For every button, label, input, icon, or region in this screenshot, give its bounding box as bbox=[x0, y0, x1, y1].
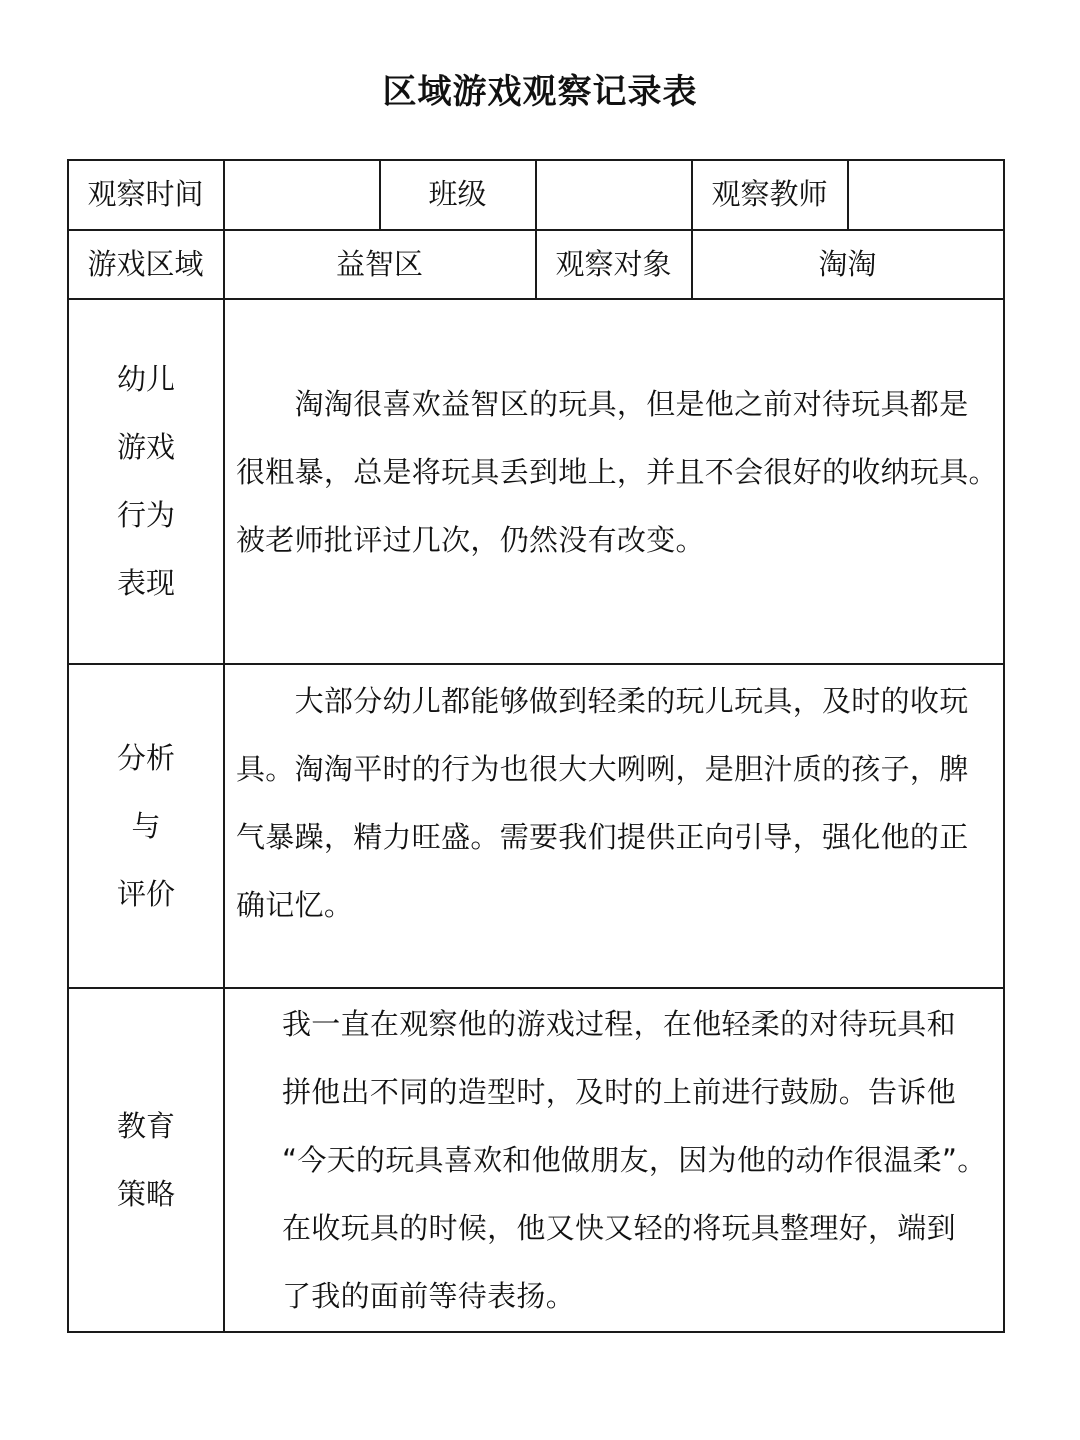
behavior-label-line: 表现 bbox=[116, 566, 175, 600]
observer-teacher-label: 观察教师 bbox=[711, 177, 828, 211]
analysis-label-line: 与 bbox=[131, 808, 161, 843]
behavior-text bbox=[236, 370, 996, 574]
page-title: 区域游戏观察记录表 bbox=[382, 72, 698, 112]
behavior-label-line: 幼儿 bbox=[116, 362, 175, 396]
strategy-label bbox=[68, 988, 224, 1331]
observed-child-value: 淘淘 bbox=[818, 246, 877, 281]
strategy-text-line: 在收玩具的时候，他又快又轻的将玩具整理好，端到 bbox=[282, 1211, 956, 1245]
behavior-text-line: 淘淘很喜欢益智区的玩具，但是他之前对待玩具都是 bbox=[236, 387, 969, 421]
strategy-text bbox=[282, 990, 998, 1330]
behavior-text-line: 很粗暴，总是将玩具丢到地上，并且不会很好的收纳玩具。 bbox=[236, 455, 998, 489]
observed-child-label: 观察对象 bbox=[555, 246, 672, 281]
observation-time-value[interactable] bbox=[224, 160, 379, 229]
observation-time-label: 观察时间 bbox=[87, 177, 204, 211]
analysis-label-line: 评价 bbox=[116, 876, 175, 911]
table-border-bottom bbox=[67, 1331, 1005, 1333]
strategy-label-line: 策略 bbox=[116, 1176, 175, 1211]
strategy-text-line: 我一直在观察他的游戏过程，在他轻柔的对待玩具和 bbox=[282, 1007, 956, 1041]
strategy-text-line: 了我的面前等待表扬。 bbox=[282, 1279, 576, 1313]
analysis-label-line: 分析 bbox=[116, 740, 175, 775]
observer-teacher-value[interactable] bbox=[848, 160, 1003, 229]
analysis-label bbox=[68, 664, 224, 987]
game-area-label: 游戏区域 bbox=[87, 246, 204, 281]
strategy-text-line: “今天的玩具喜欢和他做朋友，因为他的动作很温柔”。 bbox=[282, 1143, 987, 1177]
behavior-label bbox=[68, 299, 224, 663]
analysis-text-line: 具。淘淘平时的行为也很大大咧咧，是胆汁质的孩子，脾 bbox=[236, 752, 969, 786]
analysis-text bbox=[236, 667, 996, 939]
behavior-text-line: 被老师批评过几次，仍然没有改变。 bbox=[236, 523, 705, 557]
analysis-text-line: 确记忆。 bbox=[236, 888, 354, 922]
analysis-text-line: 大部分幼儿都能够做到轻柔的玩儿玩具，及时的收玩 bbox=[236, 684, 969, 718]
behavior-label-line: 游戏 bbox=[116, 430, 175, 464]
strategy-label-line: 教育 bbox=[116, 1108, 175, 1143]
behavior-label-line: 行为 bbox=[116, 498, 175, 532]
class-label: 班级 bbox=[428, 177, 487, 211]
strategy-text-line: 拼他出不同的造型时，及时的上前进行鼓励。告诉他 bbox=[282, 1075, 956, 1109]
game-area-value: 益智区 bbox=[335, 246, 423, 281]
class-value[interactable] bbox=[536, 160, 691, 229]
analysis-text-line: 气暴躁，精力旺盛。需要我们提供正向引导，强化他的正 bbox=[236, 820, 969, 854]
table-border-right bbox=[1003, 159, 1005, 1332]
